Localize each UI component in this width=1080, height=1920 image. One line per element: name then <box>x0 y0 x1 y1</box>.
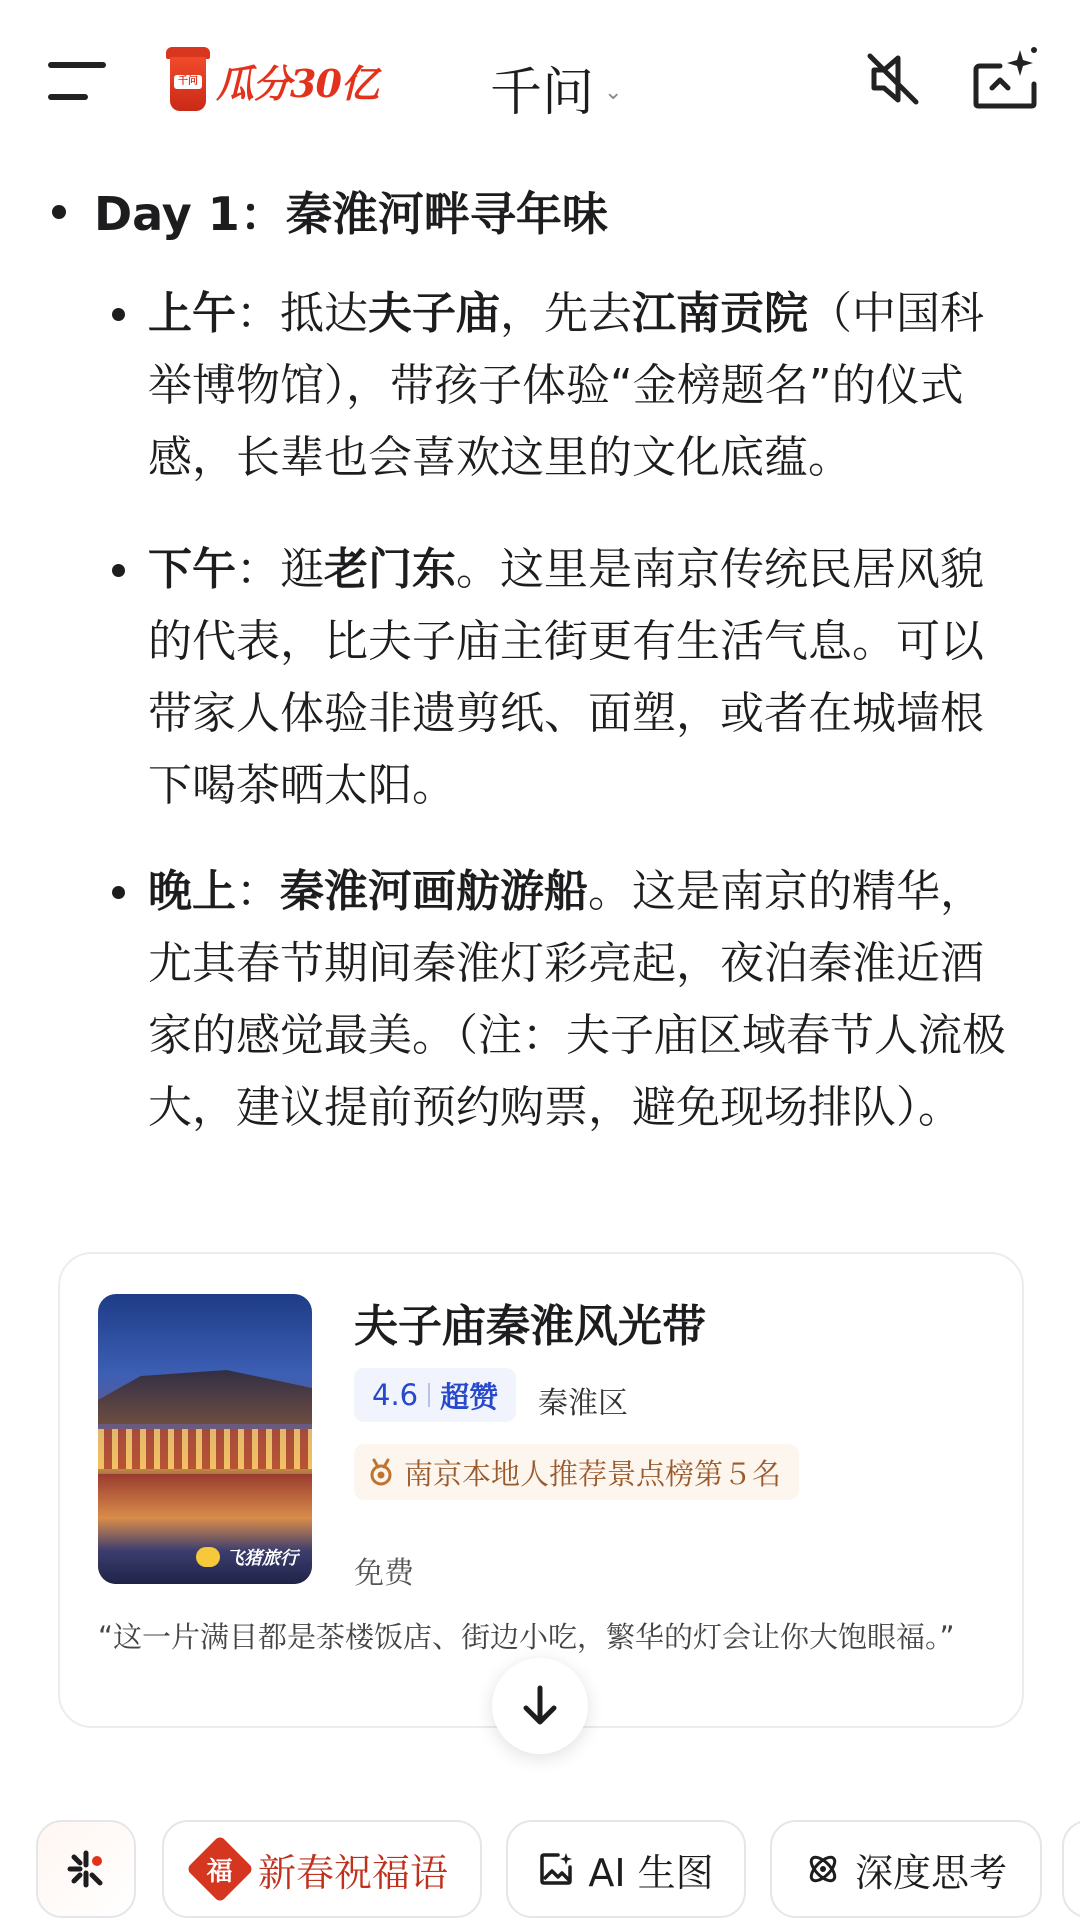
bullet-dot <box>112 886 125 899</box>
chip-label: AI 生图 <box>588 1850 714 1895</box>
sparkle-new-chat-icon[interactable] <box>970 44 1042 112</box>
ai-image-button[interactable] <box>506 1820 746 1918</box>
item-label: 下午 <box>148 544 236 595</box>
asterisk-spark-icon <box>66 1849 106 1889</box>
itinerary-item-evening: 晚上：秦淮河画舫游船。这是南京的精华，尤其春节期间秦淮灯彩亮起，夜泊秦淮近酒家的感觉最美。（注：夫子庙区域春节人流极大，建议提前预约购票，避免现场排队）。 <box>148 856 1018 1144</box>
deep-thinking-button[interactable] <box>770 1820 1042 1918</box>
bullet-dot <box>112 564 125 577</box>
place-card[interactable] <box>58 1252 1024 1728</box>
rank-badge[interactable] <box>354 1444 799 1500</box>
bullet-dot <box>52 205 66 219</box>
quick-action-bar <box>0 1820 1080 1920</box>
new-year-greetings-button[interactable] <box>162 1820 482 1918</box>
scroll-to-bottom-button[interactable] <box>492 1658 588 1754</box>
item-label: 晚上 <box>148 866 236 917</box>
price-label: 免费 <box>354 1556 414 1591</box>
image-edit-icon <box>538 1851 574 1887</box>
bullet-dot <box>112 308 125 321</box>
promo-banner[interactable] <box>166 44 378 116</box>
itinerary-item-morning: 上午：抵达夫子庙，先去江南贡院（中国科举博物馆），带孩子体验“金榜题名”的仪式感，长辈也会喜欢这里的文化底蕴。 <box>148 278 1018 494</box>
rank-text: 南京本地人推荐景点榜第５名 <box>404 1456 782 1491</box>
chip-label: 新春祝福语 <box>257 1850 448 1895</box>
arrow-down-icon <box>520 1684 560 1728</box>
app-title: 千问 <box>490 63 595 123</box>
photo-watermark: 飞猪旅行 <box>196 1544 298 1570</box>
model-selector[interactable] <box>490 50 622 125</box>
promo-cup-label: 千问 <box>174 75 202 89</box>
day-title: Day 1：秦淮河畔寻年味 <box>52 178 608 244</box>
promo-text: 瓜分30亿 <box>216 60 378 106</box>
atom-icon <box>805 1851 841 1887</box>
hamburger-menu-icon[interactable] <box>48 62 106 102</box>
chevron-down-icon: ⌄ <box>604 80 623 105</box>
place-name: 夫子庙秦淮风光带 <box>354 1301 706 1352</box>
fu-badge-icon: 福 <box>186 1835 254 1903</box>
rating-value: 4.6 <box>372 1378 419 1412</box>
fliggy-logo-icon <box>196 1547 220 1567</box>
promo-cup-icon <box>166 47 210 113</box>
rating-badge <box>354 1368 516 1422</box>
more-chip-edge[interactable] <box>1062 1820 1080 1918</box>
medal-icon <box>366 1457 396 1487</box>
chip-label: 深度思考 <box>854 1850 1007 1895</box>
spark-button[interactable] <box>36 1820 136 1918</box>
itinerary-item-afternoon: 下午：逛老门东。这里是南京传统民居风貌的代表，比夫子庙主街更有生活气息。可以带家人体验非遗剪纸、面塑，或者在城墙根下喝茶晒太阳。 <box>148 534 1018 822</box>
place-photo[interactable] <box>98 1294 312 1584</box>
district-label: 秦淮区 <box>538 1386 628 1421</box>
rating-tag: 超赞 <box>440 1379 499 1414</box>
review-quote: “这一片满目都是茶楼饭店、街边小吃，繁华的灯会让你大饱眼福。” <box>98 1620 955 1654</box>
item-label: 上午 <box>148 288 236 339</box>
top-bar <box>0 0 1080 160</box>
speaker-muted-icon[interactable] <box>862 48 924 110</box>
